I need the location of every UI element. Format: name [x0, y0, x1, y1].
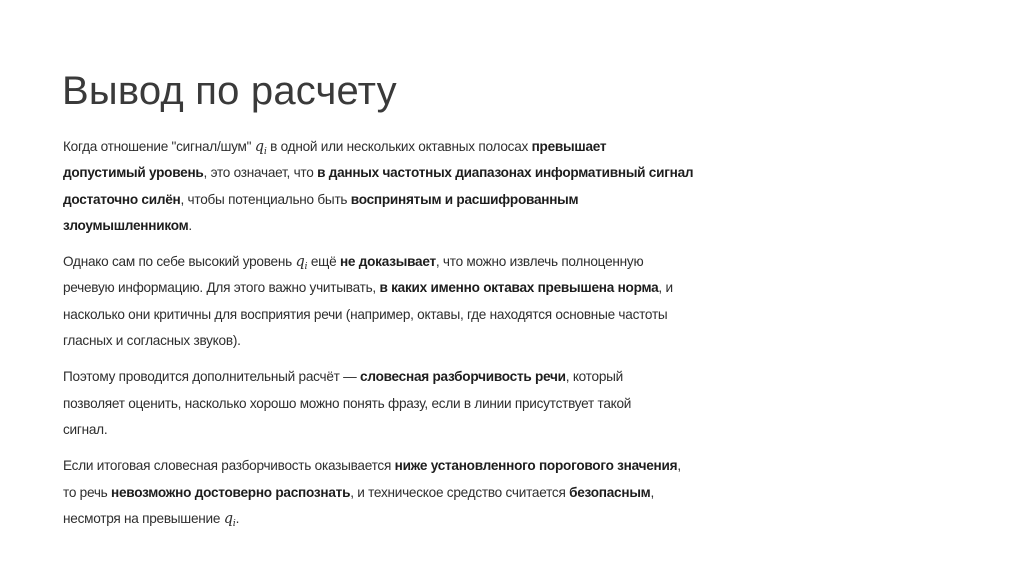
math-variable: q — [223, 510, 233, 527]
text: несмотря на превышение — [63, 510, 224, 526]
text: , — [650, 484, 655, 500]
bold-text: не доказывает — [339, 254, 436, 270]
text: речевую информацию. Для этого важно учитывать, — [63, 280, 380, 296]
text: Когда отношение "сигнал/шум" — [63, 139, 255, 154]
text: , и техническое средство считается — [350, 484, 570, 500]
text: насколько они критичны для восприятия речи (например, октавы, где находятся основные частоты — [63, 306, 668, 322]
text: , чтобы потенциально быть — [180, 191, 351, 207]
slide-title: Вывод по расчету — [62, 68, 397, 113]
text-line — [63, 506, 783, 532]
bold-text: в данных частотных диапазонах информативный сигнал — [317, 165, 694, 181]
text: Однако сам по себе высокий уровень — [63, 254, 296, 270]
bold-text: безопасным — [569, 484, 651, 500]
text: сигнал. — [63, 421, 108, 437]
text-line — [63, 302, 783, 328]
math-variable: q — [295, 254, 305, 271]
bold-text: злоумышленником — [63, 217, 189, 233]
text: позволяет оценить, насколько хорошо можно понять фразу, если в линии присутствует такой — [63, 395, 632, 411]
paragraph — [63, 134, 783, 239]
bold-text: невозможно достоверно распознать — [111, 484, 351, 500]
bold-text: допустимый уровень — [63, 165, 204, 181]
math-subscript: i — [232, 517, 236, 529]
paragraph — [63, 249, 783, 354]
text-line — [63, 328, 783, 354]
text: в одной или нескольких октавных полосах — [266, 139, 532, 154]
text: , который — [565, 369, 623, 385]
bold-text: превышает — [531, 139, 607, 154]
text-line — [63, 249, 783, 275]
text: Если итоговая словесная разборчивость оказывается — [63, 458, 395, 474]
bold-text: достаточно силён — [63, 191, 181, 207]
text-line — [63, 417, 783, 443]
text: , это означает, что — [203, 165, 318, 181]
text: . — [188, 217, 192, 233]
text: ещё — [307, 254, 340, 270]
bold-text: ниже установленного порогового значения — [394, 458, 678, 474]
slide-body — [63, 134, 783, 542]
math-subscript: i — [263, 146, 267, 157]
text: , и — [658, 280, 673, 296]
text: , что можно извлечь полноценную — [435, 254, 644, 270]
text-line — [63, 364, 783, 390]
text-line — [63, 187, 783, 213]
text-line — [63, 134, 783, 160]
math-subscript: i — [304, 261, 308, 273]
math-symbol — [255, 139, 267, 155]
bold-text: в каких именно октавах превышена норма — [379, 280, 659, 296]
paragraph — [63, 453, 783, 532]
text-line — [63, 213, 783, 239]
text: гласных и согласных звуков). — [63, 333, 241, 349]
text-line — [63, 160, 783, 186]
bold-text: воспринятым и расшифрованным — [350, 191, 579, 207]
text: . — [235, 510, 240, 526]
text-line — [63, 480, 783, 506]
text: то речь — [63, 484, 112, 500]
text-line — [63, 275, 783, 301]
text: Поэтому проводится дополнительный расчёт — — [63, 369, 361, 385]
math-symbol — [224, 511, 236, 527]
bold-text: словесная разборчивость речи — [360, 369, 566, 385]
paragraph — [63, 364, 783, 443]
text-line — [63, 391, 783, 417]
text-line — [63, 453, 783, 479]
text: , — [677, 458, 681, 474]
math-variable: q — [254, 139, 264, 155]
math-symbol — [295, 254, 308, 273]
